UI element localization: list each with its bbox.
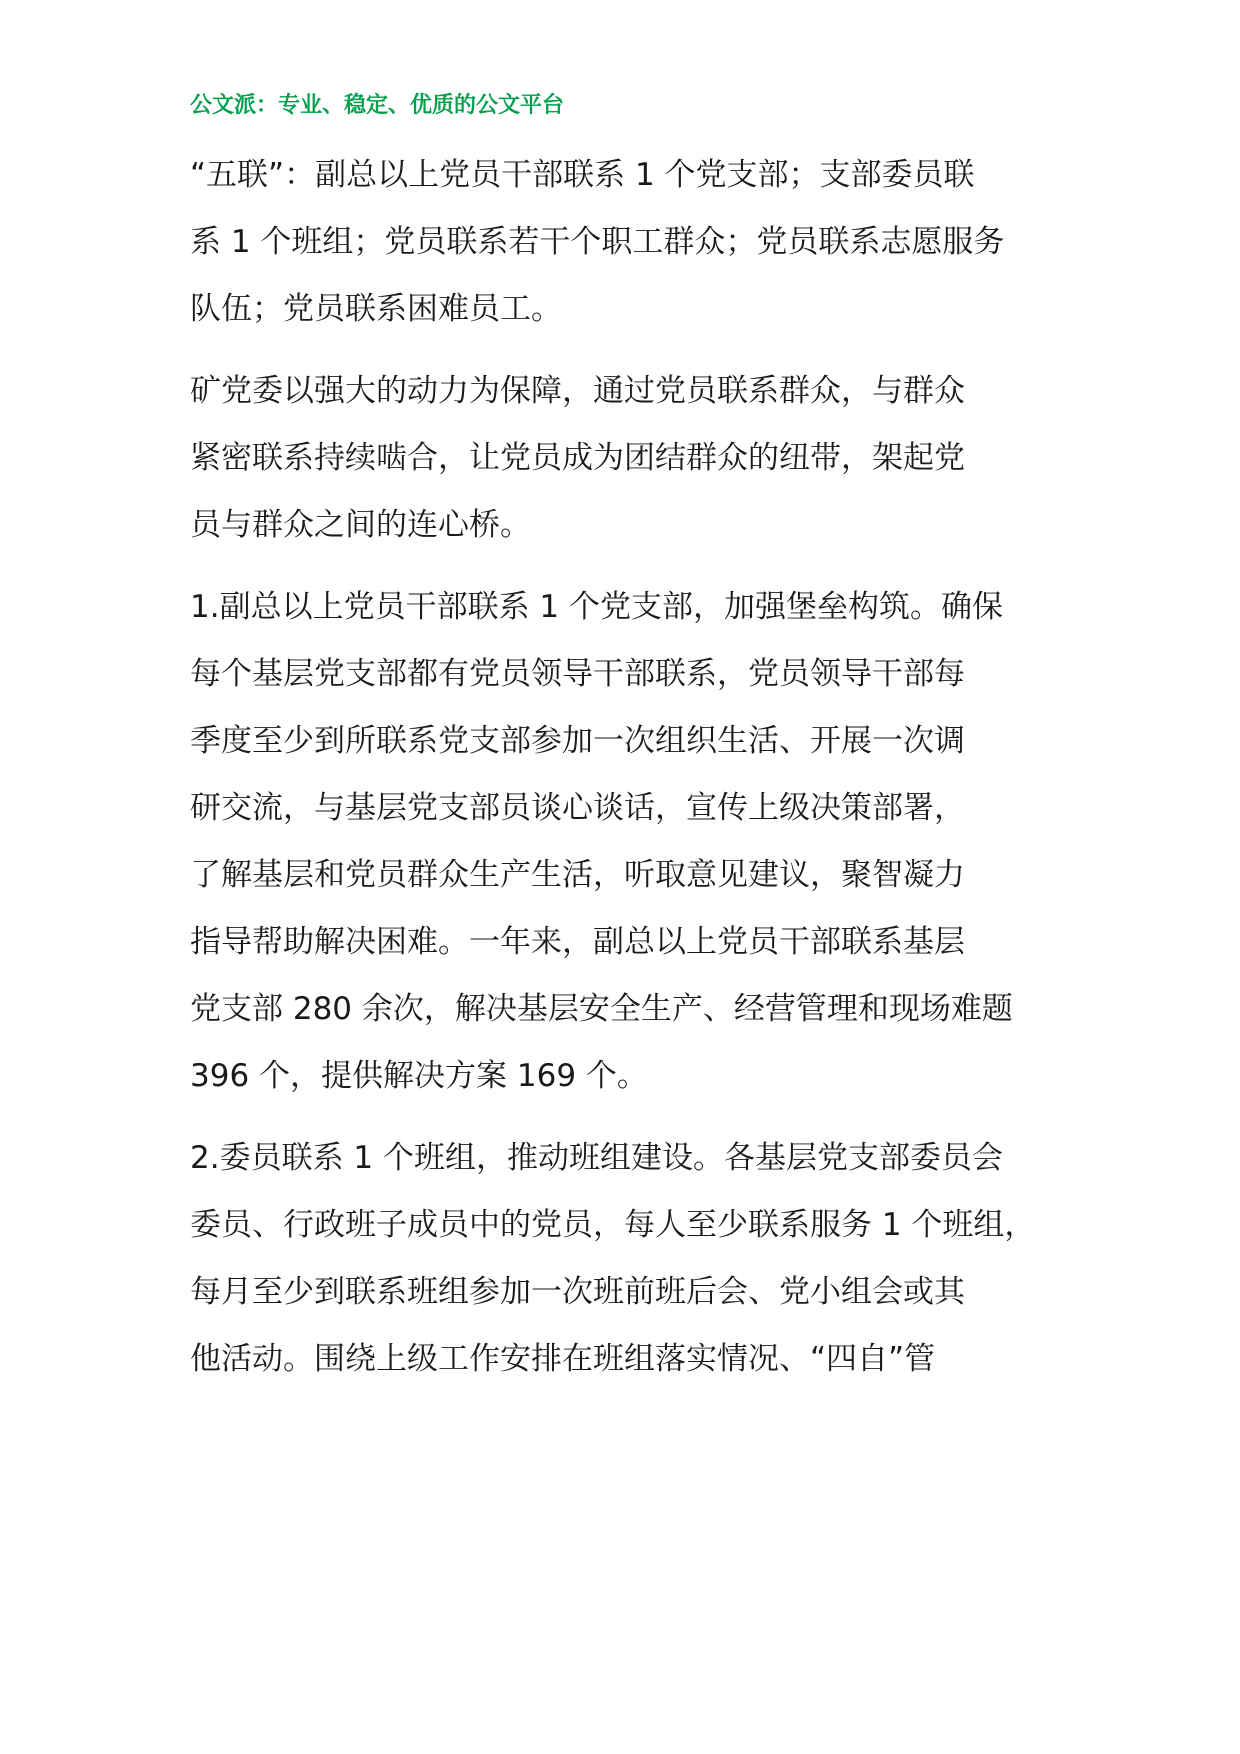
paragraph-4-line-4: 他活动。围绕上级工作安排在班组落实情况、“四自”管 <box>190 1341 936 1377</box>
paragraph-2-line-1: 矿党委以强大的动力为保障，通过党员联系群众，与群众 <box>190 373 965 409</box>
paragraph-2-line-3: 员与群众之间的连心桥。 <box>190 507 531 543</box>
document-header: 公文派：专业、稳定、优质的公文平台 <box>190 93 565 118</box>
paragraph-3-line-3: 季度至少到所联系党支部参加一次组织生活、开展一次调 <box>190 723 965 759</box>
paragraph-4-line-1: 2.委员联系 1 个班组，推动班组建设。各基层党支部委员会 <box>190 1140 1004 1176</box>
paragraph-1-line-3: 队伍；党员联系困难员工。 <box>190 291 562 327</box>
paragraph-4-line-3: 每月至少到联系班组参加一次班前班后会、党小组会或其 <box>190 1274 965 1310</box>
paragraph-2-line-2: 紧密联系持续啮合，让党员成为团结群众的纽带，架起党 <box>190 440 965 476</box>
paragraph-3-line-1: 1.副总以上党员干部联系 1 个党支部，加强堡垒构筑。确保 <box>190 589 1004 625</box>
paragraph-1-line-2: 系 1 个班组；党员联系若干个职工群众；党员联系志愿服务 <box>190 224 1005 260</box>
paragraph-3-line-6: 指导帮助解决困难。一年来，副总以上党员干部联系基层 <box>190 924 965 960</box>
paragraph-3-line-7: 党支部 280 余次，解决基层安全生产、经营管理和现场难题 <box>190 991 1013 1027</box>
paragraph-3-line-5: 了解基层和党员群众生产生活，听取意见建议，聚智凝力 <box>190 857 965 893</box>
paragraph-3-line-4: 研交流，与基层党支部员谈心谈话，宣传上级决策部署， <box>190 790 965 826</box>
paragraph-1-line-1: “五联”：副总以上党员干部联系 1 个党支部；支部委员联 <box>190 157 975 193</box>
paragraph-4-line-2: 委员、行政班子成员中的党员，每人至少联系服务 1 个班组， <box>190 1207 1036 1243</box>
paragraph-3-line-2: 每个基层党支部都有党员领导干部联系，党员领导干部每 <box>190 656 965 692</box>
paragraph-3-line-8: 396 个，提供解决方案 169 个。 <box>190 1058 648 1094</box>
